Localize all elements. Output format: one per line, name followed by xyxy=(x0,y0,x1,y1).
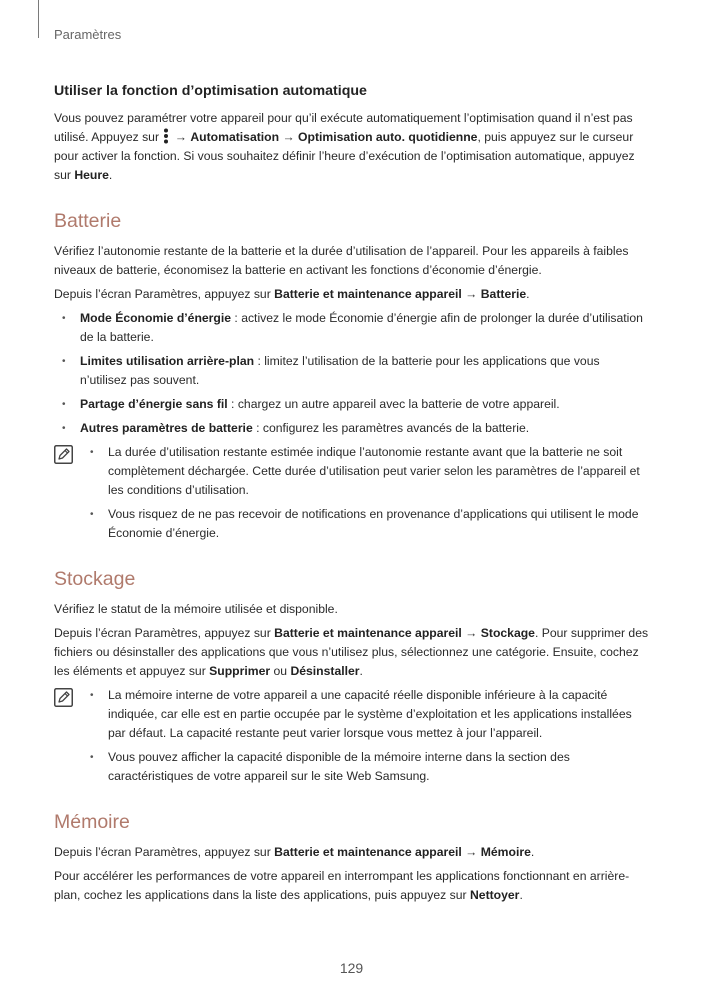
list-item: • Autres paramètres de batterie : configurez les paramètres avancés de la batterie. xyxy=(54,419,649,438)
paragraph: Vérifiez l’autonomie restante de la batterie et la durée d’utilisation de l’appareil. Pour les appareils à faibles niveaux de batterie, économisez la batterie en activant les fonctions d’économie d’énergie. xyxy=(54,244,629,277)
page-number: 129 xyxy=(339,960,364,976)
note-item: • La durée d’utilisation restante estimée indique l’autonomie restante avant que la batterie ne soit complètement déchargée. Cette durée d’utilisation peut varier selon les paramètres de l’appareil et les conditions d’utilisation. xyxy=(88,443,649,500)
paragraph: Depuis l’écran Paramètres, appuyez sur Batterie et maintenance appareil → Stockage. Pour supprimer des fichiers ou désinstaller des applications que vous n’utilisez plus, sélectionnez une catégorie. Ensuite, cochez les éléments et appuyez sur Supprimer ou Désinstaller. xyxy=(54,626,649,678)
list-item: • Mode Économie d’énergie : activez le mode Économie d’énergie afin de prolonger la durée d’utilisation de la batterie. xyxy=(54,309,649,347)
section-memory xyxy=(54,809,649,905)
section-battery xyxy=(54,208,649,543)
note-box xyxy=(54,686,649,786)
section-storage xyxy=(54,566,649,786)
section-title-battery: Batterie xyxy=(54,210,122,232)
vertical-dots-icon xyxy=(162,128,170,144)
note-item: • La mémoire interne de votre appareil a une capacité réelle disponible inférieure à la capacité indiquée, car elle est en partie occupée par le système d’exploitation et les applications installées par défaut. La capacité restante peut varier lorsque vous mettez à jour l’appareil. xyxy=(88,686,649,743)
paragraph: Vérifiez le statut de la mémoire utilisée et disponible. xyxy=(54,602,338,616)
note-pencil-icon xyxy=(54,445,73,464)
paragraph: Vous pouvez paramétrer votre appareil pour qu’il exécute automatiquement l’optimisation quand il n’est pas utilisé. Appuyez sur → Automatisation → Optimisation auto. quotidienne, puis appuyez sur le curseur pour activer la fonction. Si vous souhaitez définir l’heure d’exécution de l’optimisation automatique, appuyez sur Heure. xyxy=(54,111,635,182)
note-box xyxy=(54,443,649,543)
paragraph: Depuis l’écran Paramètres, appuyez sur Batterie et maintenance appareil → Mémoire. xyxy=(54,845,535,859)
subsection-title: Utiliser la fonction d’optimisation automatique xyxy=(54,83,367,99)
list-item: • Limites utilisation arrière-plan : limitez l’utilisation de la batterie pour les applications que vous n’utilisez pas souvent. xyxy=(54,352,649,390)
page-content xyxy=(54,80,649,910)
note-item: • Vous risquez de ne pas recevoir de notifications en provenance d’applications qui utilisent le mode Économie d’énergie. xyxy=(88,505,649,543)
note-item: • Vous pouvez afficher la capacité disponible de la mémoire interne dans la section des caractéristiques de votre appareil sur le site Web Samsung. xyxy=(88,748,649,786)
list-item: • Partage d’énergie sans fil : chargez un autre appareil avec la batterie de votre appareil. xyxy=(54,395,649,414)
paragraph: Depuis l’écran Paramètres, appuyez sur Batterie et maintenance appareil → Batterie. xyxy=(54,287,530,301)
section-auto-optimisation xyxy=(54,80,649,185)
battery-options-list xyxy=(54,309,649,438)
section-title-storage: Stockage xyxy=(54,568,136,590)
paragraph: Pour accélérer les performances de votre appareil en interrompant les applications fonctionnant en arrière-plan, cochez les applications dans la liste des applications, puis appuyez sur Nettoyer. xyxy=(54,869,630,902)
note-pencil-icon xyxy=(54,688,73,707)
header-rule xyxy=(38,0,39,38)
section-title-memory: Mémoire xyxy=(54,811,130,833)
running-header: Paramètres xyxy=(54,27,122,42)
